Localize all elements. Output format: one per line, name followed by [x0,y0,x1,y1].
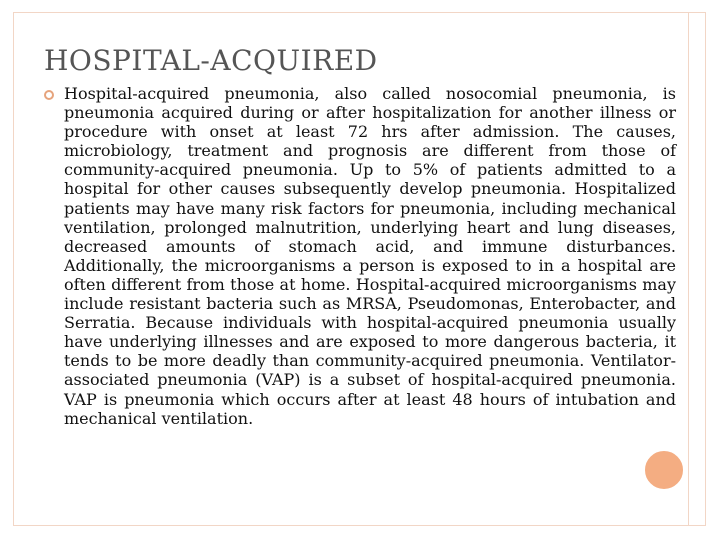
slide-title: HOSPITAL-ACQUIRED [44,44,378,77]
slide-frame-line [688,12,689,526]
bullet-text: Hospital-acquired pneumonia, also called nosocomial pneumonia, is pneumonia acquired during or after hospitalization for another illness or procedure with onset at least 72 hrs after admission. The causes, microbiology, treatment and prognosis are different from those of community-acquired pneumonia. Up to 5% of patients admitted to a hospital for other causes subsequently develop pneumonia. Hospitalized patients may have many risk factors for pneumonia, including mechanical ventilation, prolonged malnutrition, underlying heart and lung diseases, decreased amounts of stomach acid, and immune disturbances. Additionally, the microorganisms a person is exposed to in a hospital are often different from those at home. Hospital-acquired microorganisms may include resistant bacteria such as MRSA, Pseudomonas, Enterobacter, and Serratia. Because individuals with hospital-acquired pneumonia usually have underlying illnesses and are exposed to more dangerous bacteria, it tends to be more deadly than community-acquired pneumonia. Ventilator-associated pneumonia (VAP) is a subset of hospital-acquired pneumonia. VAP is pneumonia which occurs after at least 48 hours of intubation and mechanical ventilation. [64,84,676,428]
decorative-circle-icon [642,448,686,492]
bullet-circle-icon [44,90,54,100]
